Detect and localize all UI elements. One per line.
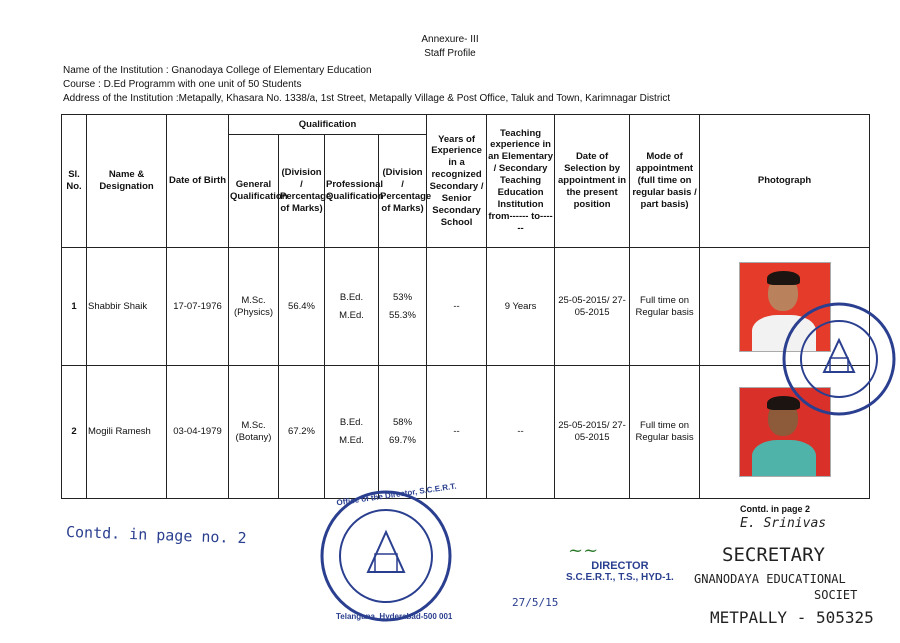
date-of-birth: 17-07-1976	[167, 248, 229, 366]
annexure-label: Annexure- III	[421, 34, 479, 45]
institution-line: Name of the Institution : Gnanodaya College of Elementary Education	[63, 65, 372, 76]
col-division-2: (Division / Percentage of Marks)	[379, 135, 427, 248]
col-teaching-experience: Teaching experience in an Elementary / Secondary Teaching Education Institution from------ to------	[487, 115, 555, 248]
professional-1: B.Ed.	[339, 291, 364, 303]
date-of-birth: 03-04-1979	[167, 366, 229, 499]
society-name-2: SOCIET	[814, 588, 858, 602]
director-date: 27/5/15	[512, 596, 559, 609]
col-division-1: (Division / Percentage of Marks)	[279, 135, 325, 248]
col-qualification: Qualification	[229, 115, 427, 135]
secretary-title: SECRETARY	[722, 544, 825, 566]
staff-name: Mogili Ramesh	[87, 366, 167, 499]
col-mode: Mode of appointment (full time on regular basis / part basis)	[630, 115, 700, 248]
percentage-2: 69.7%	[389, 435, 416, 446]
col-general-qualification: General Qualification	[229, 135, 279, 248]
appointment-mode: Full time on Regular basis	[630, 366, 700, 499]
col-name: Name & Designation	[87, 115, 167, 248]
sl-no: 1	[62, 248, 87, 366]
teaching-experience: --	[487, 366, 555, 499]
years-experience: --	[427, 248, 487, 366]
professional-percentage	[379, 366, 427, 499]
percentage-1: 58%	[393, 417, 413, 429]
secretary-signature: E. Srinivas	[740, 516, 827, 531]
professional-percentage	[379, 248, 427, 366]
director-title: DIRECTOR	[591, 560, 649, 572]
professional-2: M.Ed.	[339, 435, 364, 446]
staff-name: Shabbir Shaik	[87, 248, 167, 366]
society-place: METPALLY - 505325	[710, 608, 874, 627]
seal-text-top: Office of the Director, S.C.E.R.T.	[335, 481, 457, 508]
col-professional-qualification: Professional Qualification	[325, 135, 379, 248]
director-block	[566, 560, 674, 583]
sl-no: 2	[62, 366, 87, 499]
seal-text-bottom: Telangana, Hyderabad-500 001	[336, 612, 453, 621]
table-row	[62, 248, 870, 366]
col-dob: Date of Birth	[167, 115, 229, 248]
general-percentage: 67.2%	[279, 366, 325, 499]
director-office: S.C.E.R.T., T.S., HYD-1.	[566, 572, 674, 583]
table-row	[62, 366, 870, 499]
teaching-experience: 9 Years	[487, 248, 555, 366]
col-photograph: Photograph	[700, 115, 870, 248]
professional-qualification	[325, 366, 379, 499]
professional-2: M.Ed.	[339, 309, 364, 321]
selection-date: 25-05-2015/ 27-05-2015	[555, 248, 630, 366]
appointment-mode: Full time on Regular basis	[630, 248, 700, 366]
general-qualification: M.Sc. (Botany)	[229, 366, 279, 499]
professional-1: B.Ed.	[339, 417, 364, 429]
general-percentage: 56.4%	[279, 248, 325, 366]
years-experience: --	[427, 366, 487, 499]
col-sl-no: Sl. No.	[62, 115, 87, 248]
col-selection-date: Date of Selection by appointment in the present position	[555, 115, 630, 248]
page-title: Staff Profile	[424, 48, 476, 59]
col-years-experience: Years of Experience in a recognized Secondary / Senior Secondary School	[427, 115, 487, 248]
society-name: GNANODAYA EDUCATIONAL	[694, 572, 846, 586]
continued-note: Contd. in page 2	[740, 504, 811, 514]
selection-date: 25-05-2015/ 27-05-2015	[555, 366, 630, 499]
handwritten-note: Contd. in page no. 2	[65, 522, 247, 548]
professional-qualification	[325, 248, 379, 366]
director-signature: ~~	[568, 540, 599, 561]
percentage-1: 53%	[393, 291, 413, 303]
general-qualification: M.Sc. (Physics)	[229, 248, 279, 366]
percentage-2: 55.3%	[389, 309, 416, 321]
director-seal-icon	[318, 488, 454, 624]
staff-profile-table	[61, 114, 870, 499]
address-line: Address of the Institution :Metapally, Khasara No. 1338/a, 1st Street, Metapally Village & Post Office, Taluk and Town, Karimnagar District	[63, 93, 671, 104]
office-seal-icon	[780, 300, 898, 418]
course-line: Course : D.Ed Programm with one unit of 50 Students	[63, 79, 302, 90]
